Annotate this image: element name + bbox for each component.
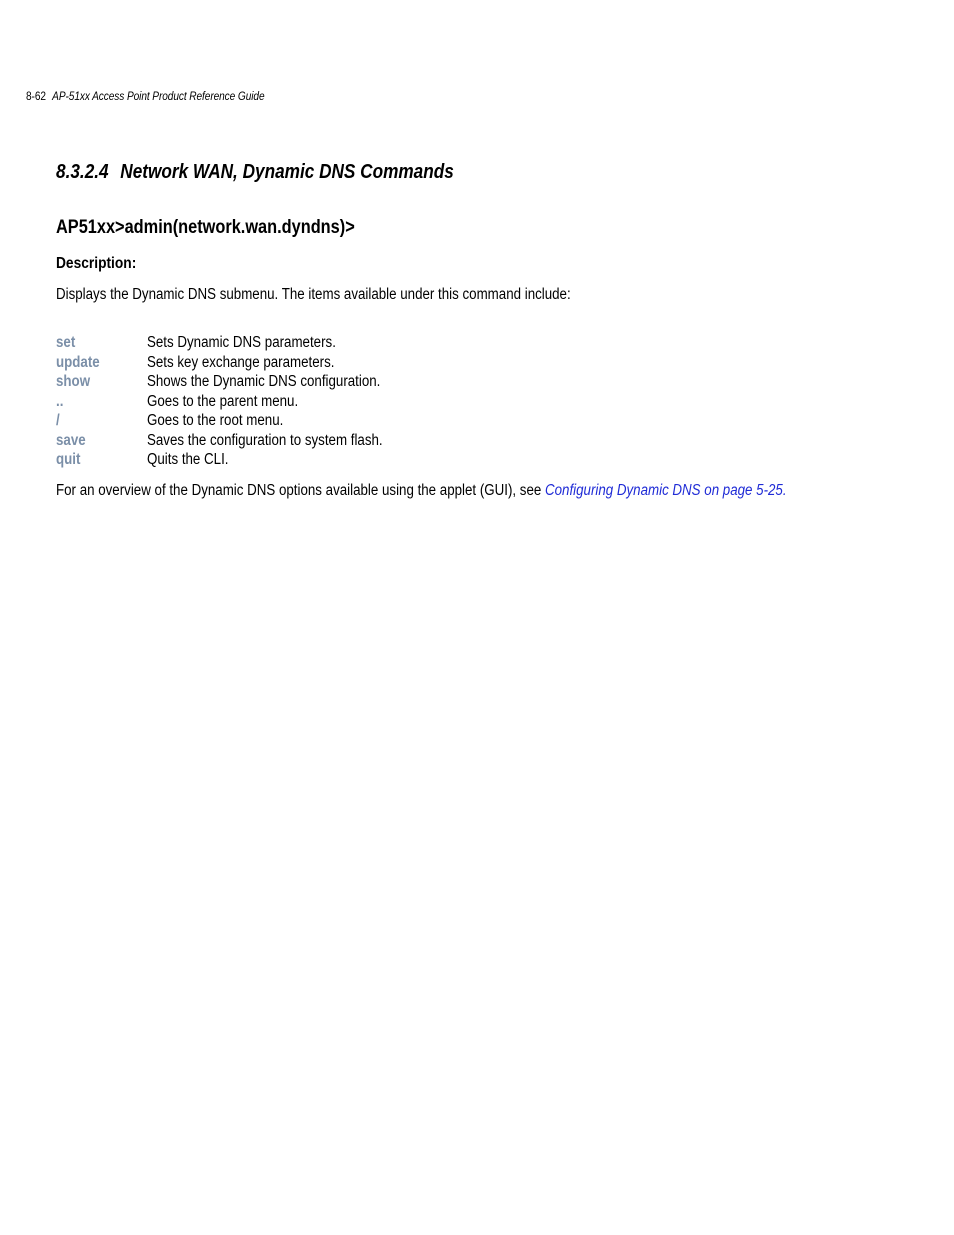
cross-reference-link[interactable]: Configuring Dynamic DNS on page 5-25. bbox=[545, 482, 787, 499]
description-intro: Displays the Dynamic DNS submenu. The items available under this command include: bbox=[56, 286, 571, 303]
page-number: 8-62 bbox=[26, 91, 46, 103]
command-name: .. bbox=[56, 392, 64, 410]
section-number: 8.3.2.4 bbox=[56, 161, 109, 183]
description-label: Description: bbox=[56, 255, 137, 272]
command-name: update bbox=[56, 353, 100, 371]
section-title: Network WAN, Dynamic DNS Commands bbox=[120, 161, 454, 183]
command-description: Quits the CLI. bbox=[147, 451, 229, 468]
running-header bbox=[26, 91, 264, 103]
command-name: save bbox=[56, 431, 86, 449]
command-name: quit bbox=[56, 451, 81, 468]
overview-paragraph bbox=[56, 482, 787, 500]
command-name: set bbox=[56, 334, 76, 351]
command-description: Saves the configuration to system flash. bbox=[147, 431, 383, 449]
command-description: Sets Dynamic DNS parameters. bbox=[147, 334, 336, 351]
command-name: / bbox=[56, 412, 60, 429]
guide-title: AP-51xx Access Point Product Reference Guide bbox=[52, 91, 265, 103]
command-description: Shows the Dynamic DNS configuration. bbox=[147, 373, 381, 390]
section-heading bbox=[56, 161, 454, 184]
command-description: Goes to the root menu. bbox=[147, 412, 284, 429]
command-prompt-heading: AP51xx>admin(network.wan.dyndns)> bbox=[56, 217, 355, 238]
overview-text: For an overview of the Dynamic DNS options available using the applet (GUI), see bbox=[56, 482, 546, 499]
command-description: Sets key exchange parameters. bbox=[147, 353, 335, 371]
command-name: show bbox=[56, 373, 91, 390]
command-description: Goes to the parent menu. bbox=[147, 392, 299, 410]
